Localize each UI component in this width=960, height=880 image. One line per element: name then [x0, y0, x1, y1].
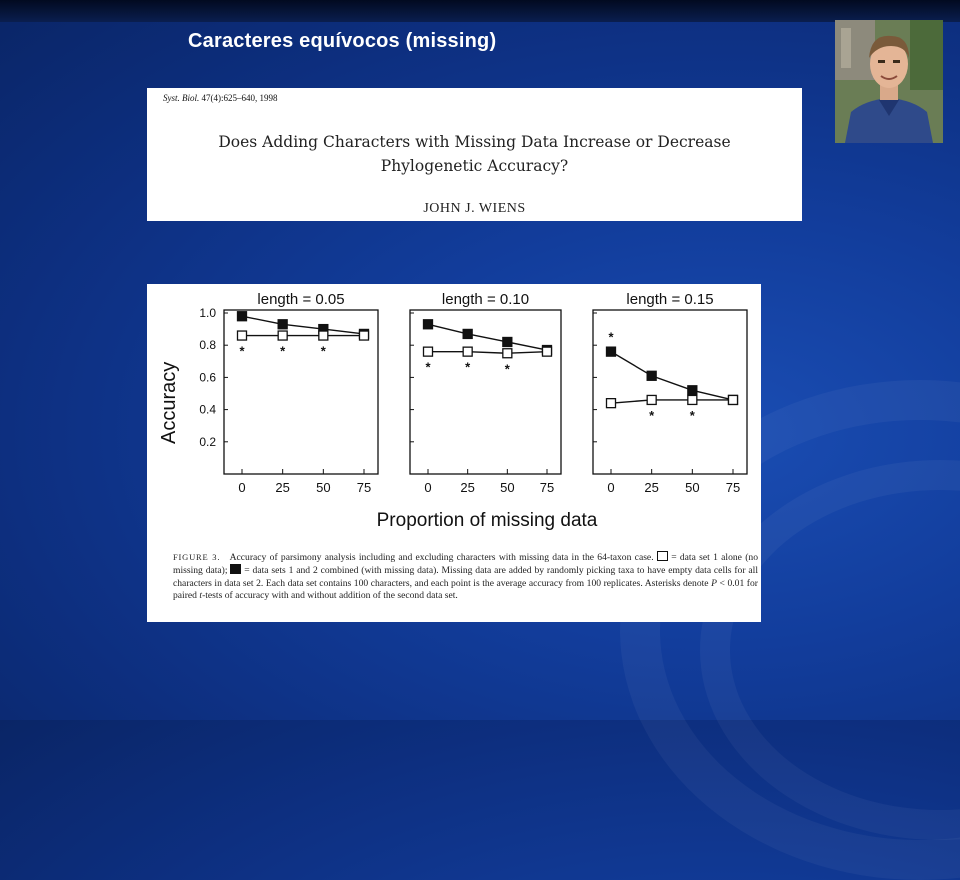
panel-title: length = 0.05: [257, 291, 345, 308]
caption-text-1: Accuracy of parsimony analysis including and excluding characters with missing data in the 64-taxon case.: [229, 552, 654, 563]
open-square-point: [360, 331, 369, 340]
open-square-point: [503, 349, 512, 358]
top-band: [0, 0, 960, 22]
x-tick-label: 75: [356, 480, 372, 495]
x-tick-label: 0: [607, 480, 615, 495]
significance-asterisk: *: [504, 361, 510, 377]
filled-square-legend-icon: [230, 564, 241, 574]
x-tick-label: 50: [316, 480, 331, 495]
open-square-point: [647, 395, 656, 404]
x-axis-label: Proportion of missing data: [376, 510, 598, 531]
open-square-point: [543, 347, 552, 356]
x-tick-label: 50: [500, 480, 515, 495]
series-line-single: [611, 400, 733, 403]
author-photo: [835, 20, 943, 143]
panel-title: length = 0.15: [626, 291, 714, 308]
open-square-point: [238, 331, 247, 340]
panel-title: length = 0.10: [441, 291, 530, 308]
filled-square-point: [463, 329, 472, 338]
paper-header: [147, 88, 802, 221]
filled-square-point: [238, 312, 247, 321]
filled-square-point: [688, 386, 697, 395]
open-square-point: [278, 331, 287, 340]
significance-asterisk: *: [239, 343, 245, 359]
significance-asterisk: *: [425, 359, 431, 375]
filled-square-point: [424, 320, 433, 329]
filled-square-point: [278, 320, 287, 329]
significance-asterisk: *: [689, 407, 695, 423]
significance-asterisk: *: [320, 343, 326, 359]
open-square-point: [424, 347, 433, 356]
significance-asterisk: *: [649, 407, 655, 423]
y-tick-label: 0.8: [199, 338, 216, 353]
significance-asterisk: *: [608, 329, 614, 345]
plot-frame: [410, 310, 561, 474]
journal-volume: 47(4):625–640, 1998: [201, 93, 278, 103]
x-tick-label: 75: [725, 480, 741, 495]
x-tick-label: 50: [685, 480, 700, 495]
x-tick-label: 0: [238, 480, 246, 495]
open-square-point: [688, 395, 697, 404]
caption-text-2: = data set 1 alone (no missing data);: [173, 552, 759, 577]
figure-plots: [147, 284, 761, 546]
y-tick-label: 0.4: [199, 402, 216, 417]
slide-title: Caracteres equívocos (missing): [188, 30, 497, 52]
filled-square-point: [607, 347, 616, 356]
y-tick-label: 1.0: [199, 306, 216, 320]
significance-asterisk: *: [465, 359, 471, 375]
x-tick-label: 25: [275, 480, 290, 495]
x-tick-label: 75: [539, 480, 555, 495]
y-axis-label: Accuracy: [158, 361, 180, 444]
paper-title-line2: Phylogenetic Accuracy?: [380, 157, 569, 175]
paper-author: JOHN J. WIENS: [423, 201, 526, 216]
caption-label: FIGURE 3.: [173, 552, 221, 562]
y-tick-label: 0.6: [199, 370, 216, 385]
series-line-combined: [428, 324, 547, 350]
caption-text-5: -tests of accuracy with and without addition of the second data set.: [202, 589, 458, 601]
significance-asterisk: *: [280, 343, 286, 359]
x-tick-label: 25: [644, 480, 659, 495]
series-line-combined: [611, 352, 733, 400]
y-tick-label: 0.2: [199, 434, 216, 449]
paper-title-line1: Does Adding Characters with Missing Data Increase or Decrease: [218, 133, 731, 151]
open-square-point: [319, 331, 328, 340]
open-square-point: [607, 399, 616, 408]
figure-caption: [173, 551, 758, 602]
series-line-combined: [242, 316, 364, 334]
open-square-legend-icon: [657, 551, 668, 561]
open-square-point: [463, 347, 472, 356]
filled-square-point: [503, 337, 512, 346]
journal-citation: [163, 93, 278, 103]
series-line-single: [428, 352, 547, 354]
filled-square-point: [647, 371, 656, 380]
open-square-point: [729, 395, 738, 404]
x-tick-label: 0: [424, 480, 432, 495]
caption-t: t: [199, 589, 203, 601]
caption-text-3: = data sets 1 and 2 combined (with missing data). Missing data are added by randomly picking taxa to have empty data cells for all characters in data set 2. Each data set contains 100 characters, and each point is the average accuracy from 100 replicates. Asterisks denote: [173, 565, 758, 589]
caption-text-4: < 0.01 for paired: [173, 577, 758, 601]
caption-p: P: [711, 577, 717, 589]
plot-frame: [593, 310, 747, 474]
x-tick-label: 25: [460, 480, 475, 495]
journal-name: Syst. Biol.: [163, 93, 200, 103]
figure-3: [147, 284, 761, 622]
